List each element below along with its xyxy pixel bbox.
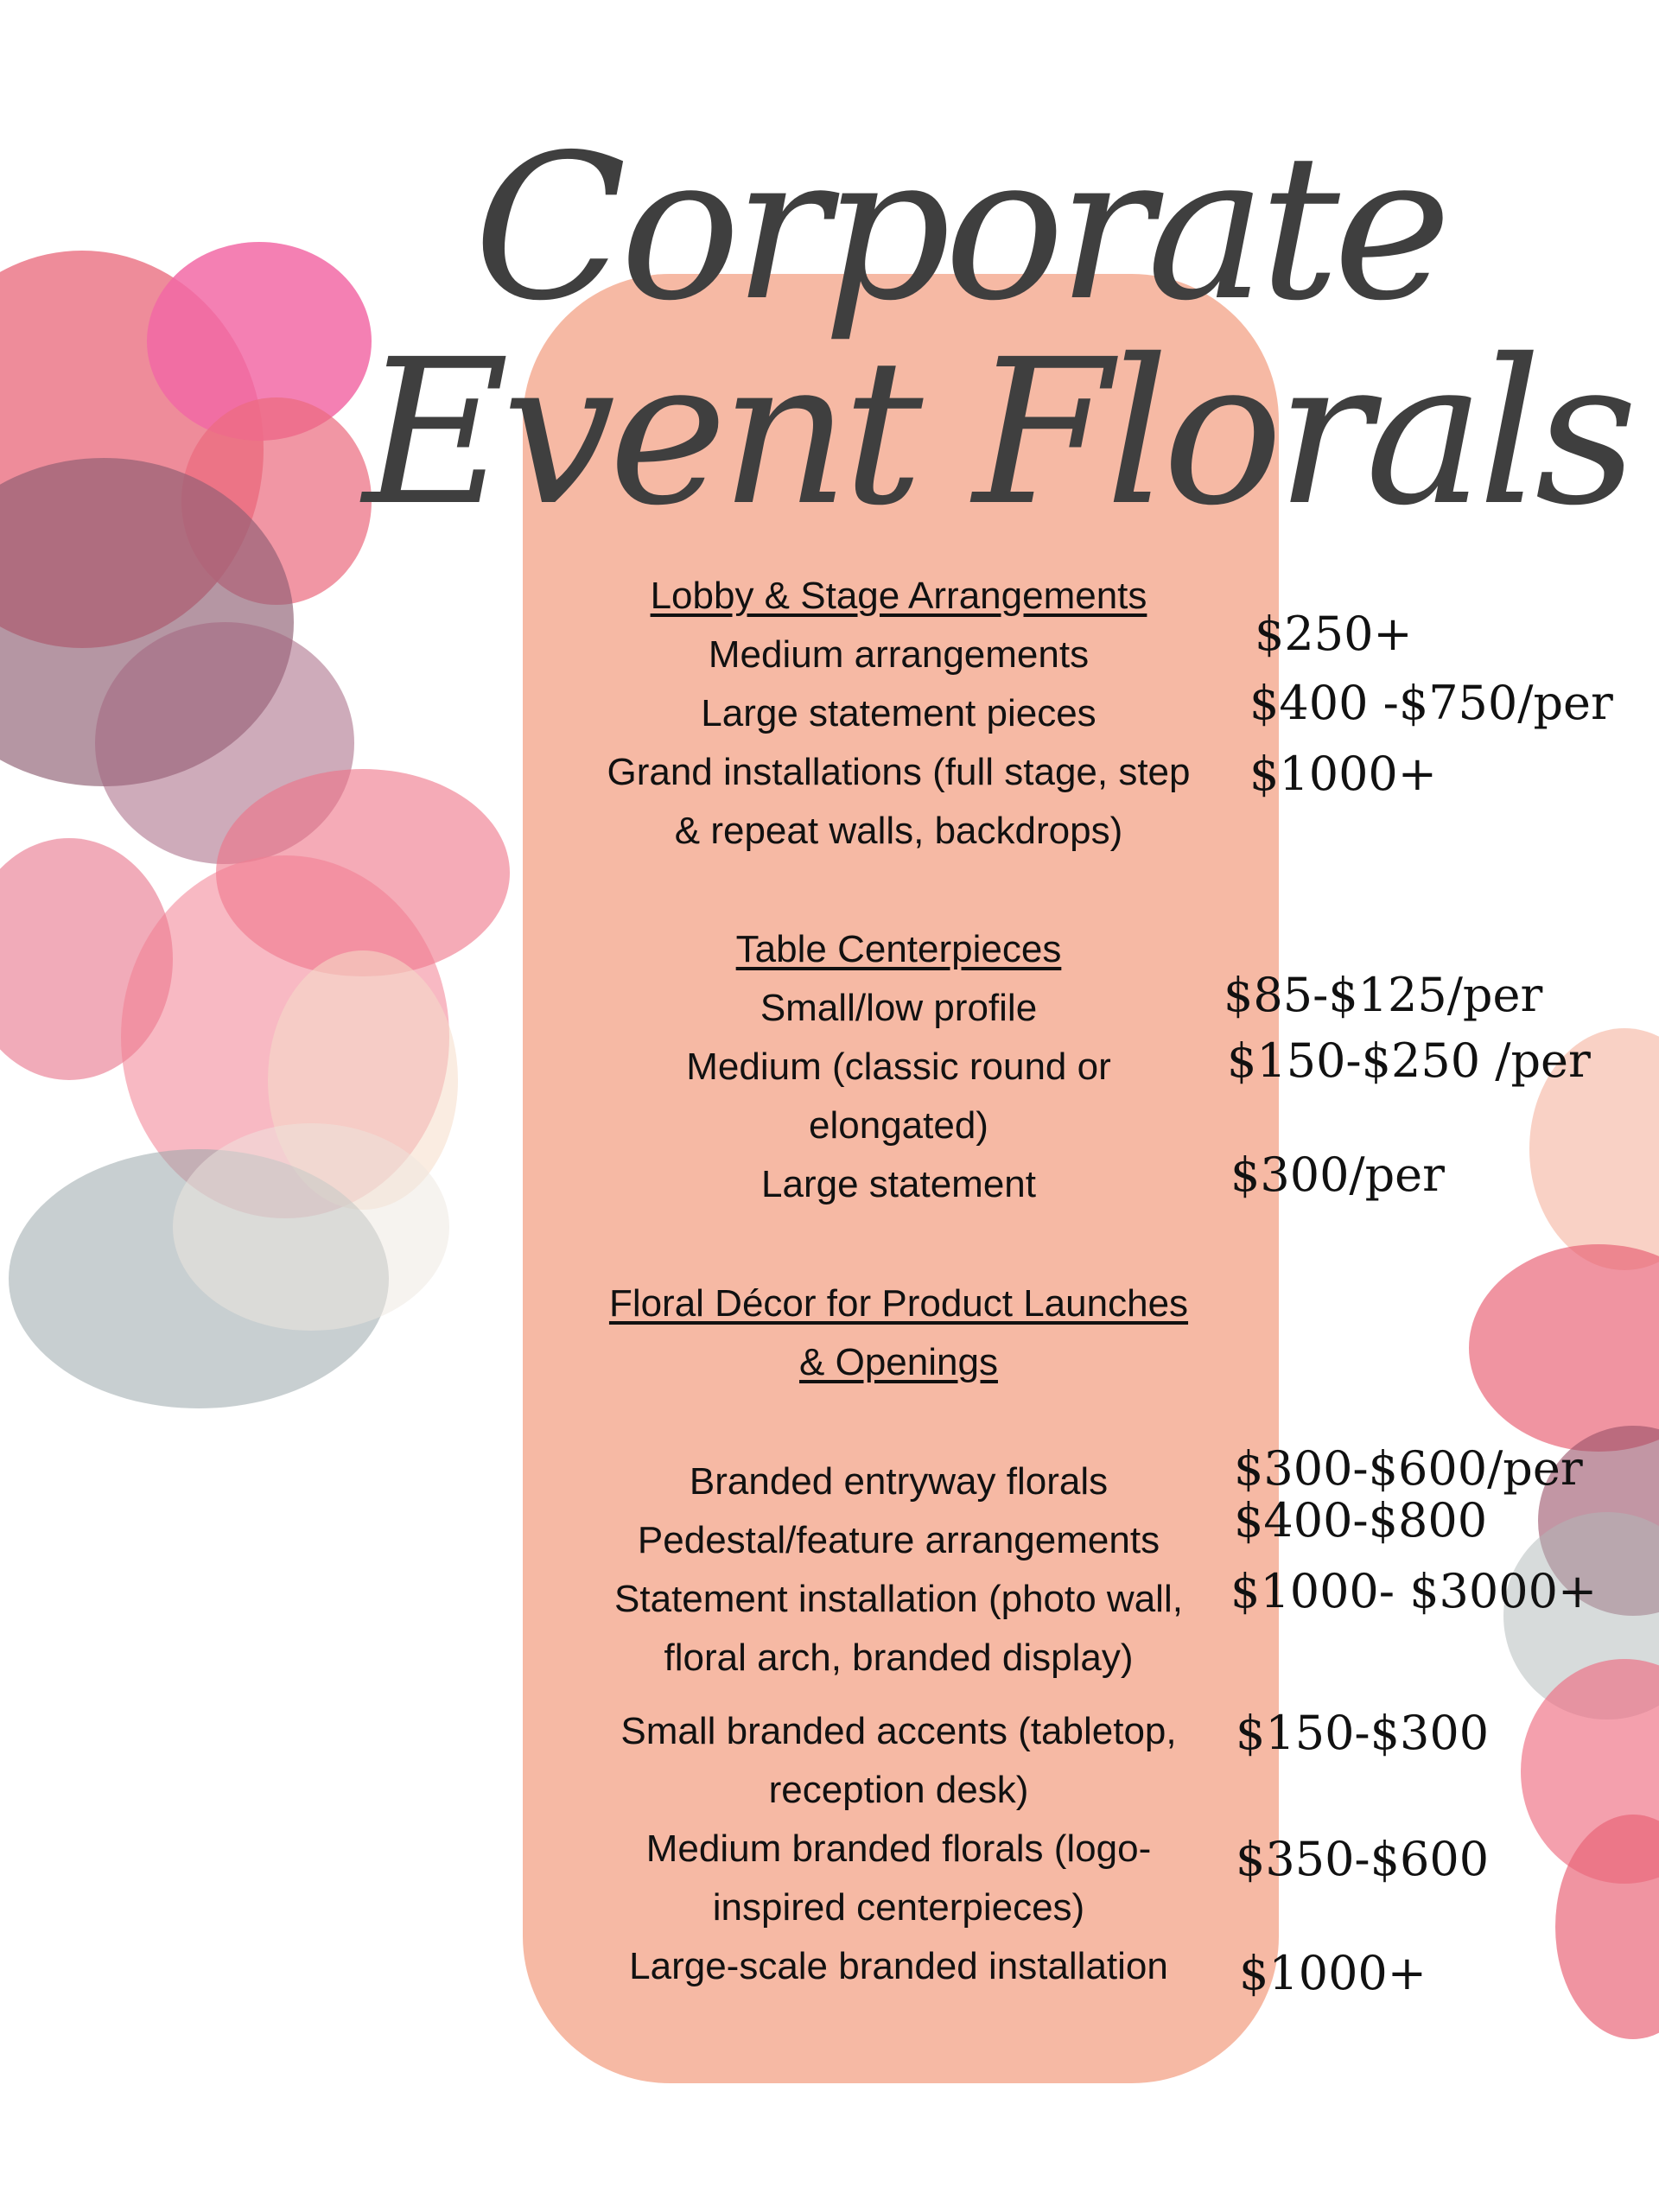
item-label: Statement installation (photo wall, — [614, 1578, 1183, 1620]
item-price: $400 -$750/per — [1249, 676, 1613, 730]
item-label-continued: reception desk) — [768, 1769, 1029, 1811]
item-label-continued: & repeat walls, backdrops) — [674, 810, 1123, 852]
section-heading-launch: Floral Décor for Product Launches — [608, 1282, 1189, 1325]
item-label-continued: elongated) — [809, 1104, 988, 1147]
section-heading-table: Table Centerpieces — [735, 928, 1062, 970]
item-price: $1000- $3000+ — [1230, 1564, 1598, 1618]
item-label: Large statement pieces — [701, 692, 1096, 734]
item-price: $1000+ — [1239, 1946, 1427, 2000]
item-label-continued: inspired centerpieces) — [712, 1886, 1085, 1929]
item-label-continued: floral arch, branded display) — [664, 1637, 1134, 1679]
page-title-line2: Event Florals — [363, 316, 1631, 550]
page-title-line1: Corporate — [474, 111, 1446, 345]
item-price: $150-$300 — [1236, 1706, 1490, 1760]
section-heading-launch-continued: & Openings — [799, 1341, 998, 1383]
item-label: Branded entryway florals — [689, 1460, 1109, 1503]
item-label: Large-scale branded installation — [629, 1945, 1168, 1987]
item-label: Medium arrangements — [708, 633, 1090, 676]
item-price: $1000+ — [1249, 747, 1438, 801]
item-price: $150-$250 /per — [1227, 1033, 1591, 1088]
item-label: Grand installations (full stage, step — [607, 751, 1191, 793]
item-label: Medium (classic round or — [686, 1046, 1111, 1088]
item-price: $350-$600 — [1236, 1832, 1490, 1886]
item-label: Pedestal/feature arrangements — [637, 1519, 1160, 1561]
item-label: Small branded accents (tabletop, — [620, 1710, 1177, 1752]
item-price: $300-$600/per — [1234, 1441, 1583, 1496]
item-price: $85-$125/per — [1224, 968, 1543, 1022]
item-price: $250+ — [1255, 607, 1413, 661]
item-price: $400-$800 — [1234, 1493, 1488, 1548]
item-label: Large statement — [761, 1163, 1036, 1205]
item-label: Small/low profile — [760, 987, 1038, 1029]
item-label: Medium branded florals (logo- — [645, 1827, 1152, 1870]
item-price: $300/per — [1230, 1147, 1445, 1202]
section-heading-lobby: Lobby & Stage Arrangements — [650, 575, 1147, 617]
